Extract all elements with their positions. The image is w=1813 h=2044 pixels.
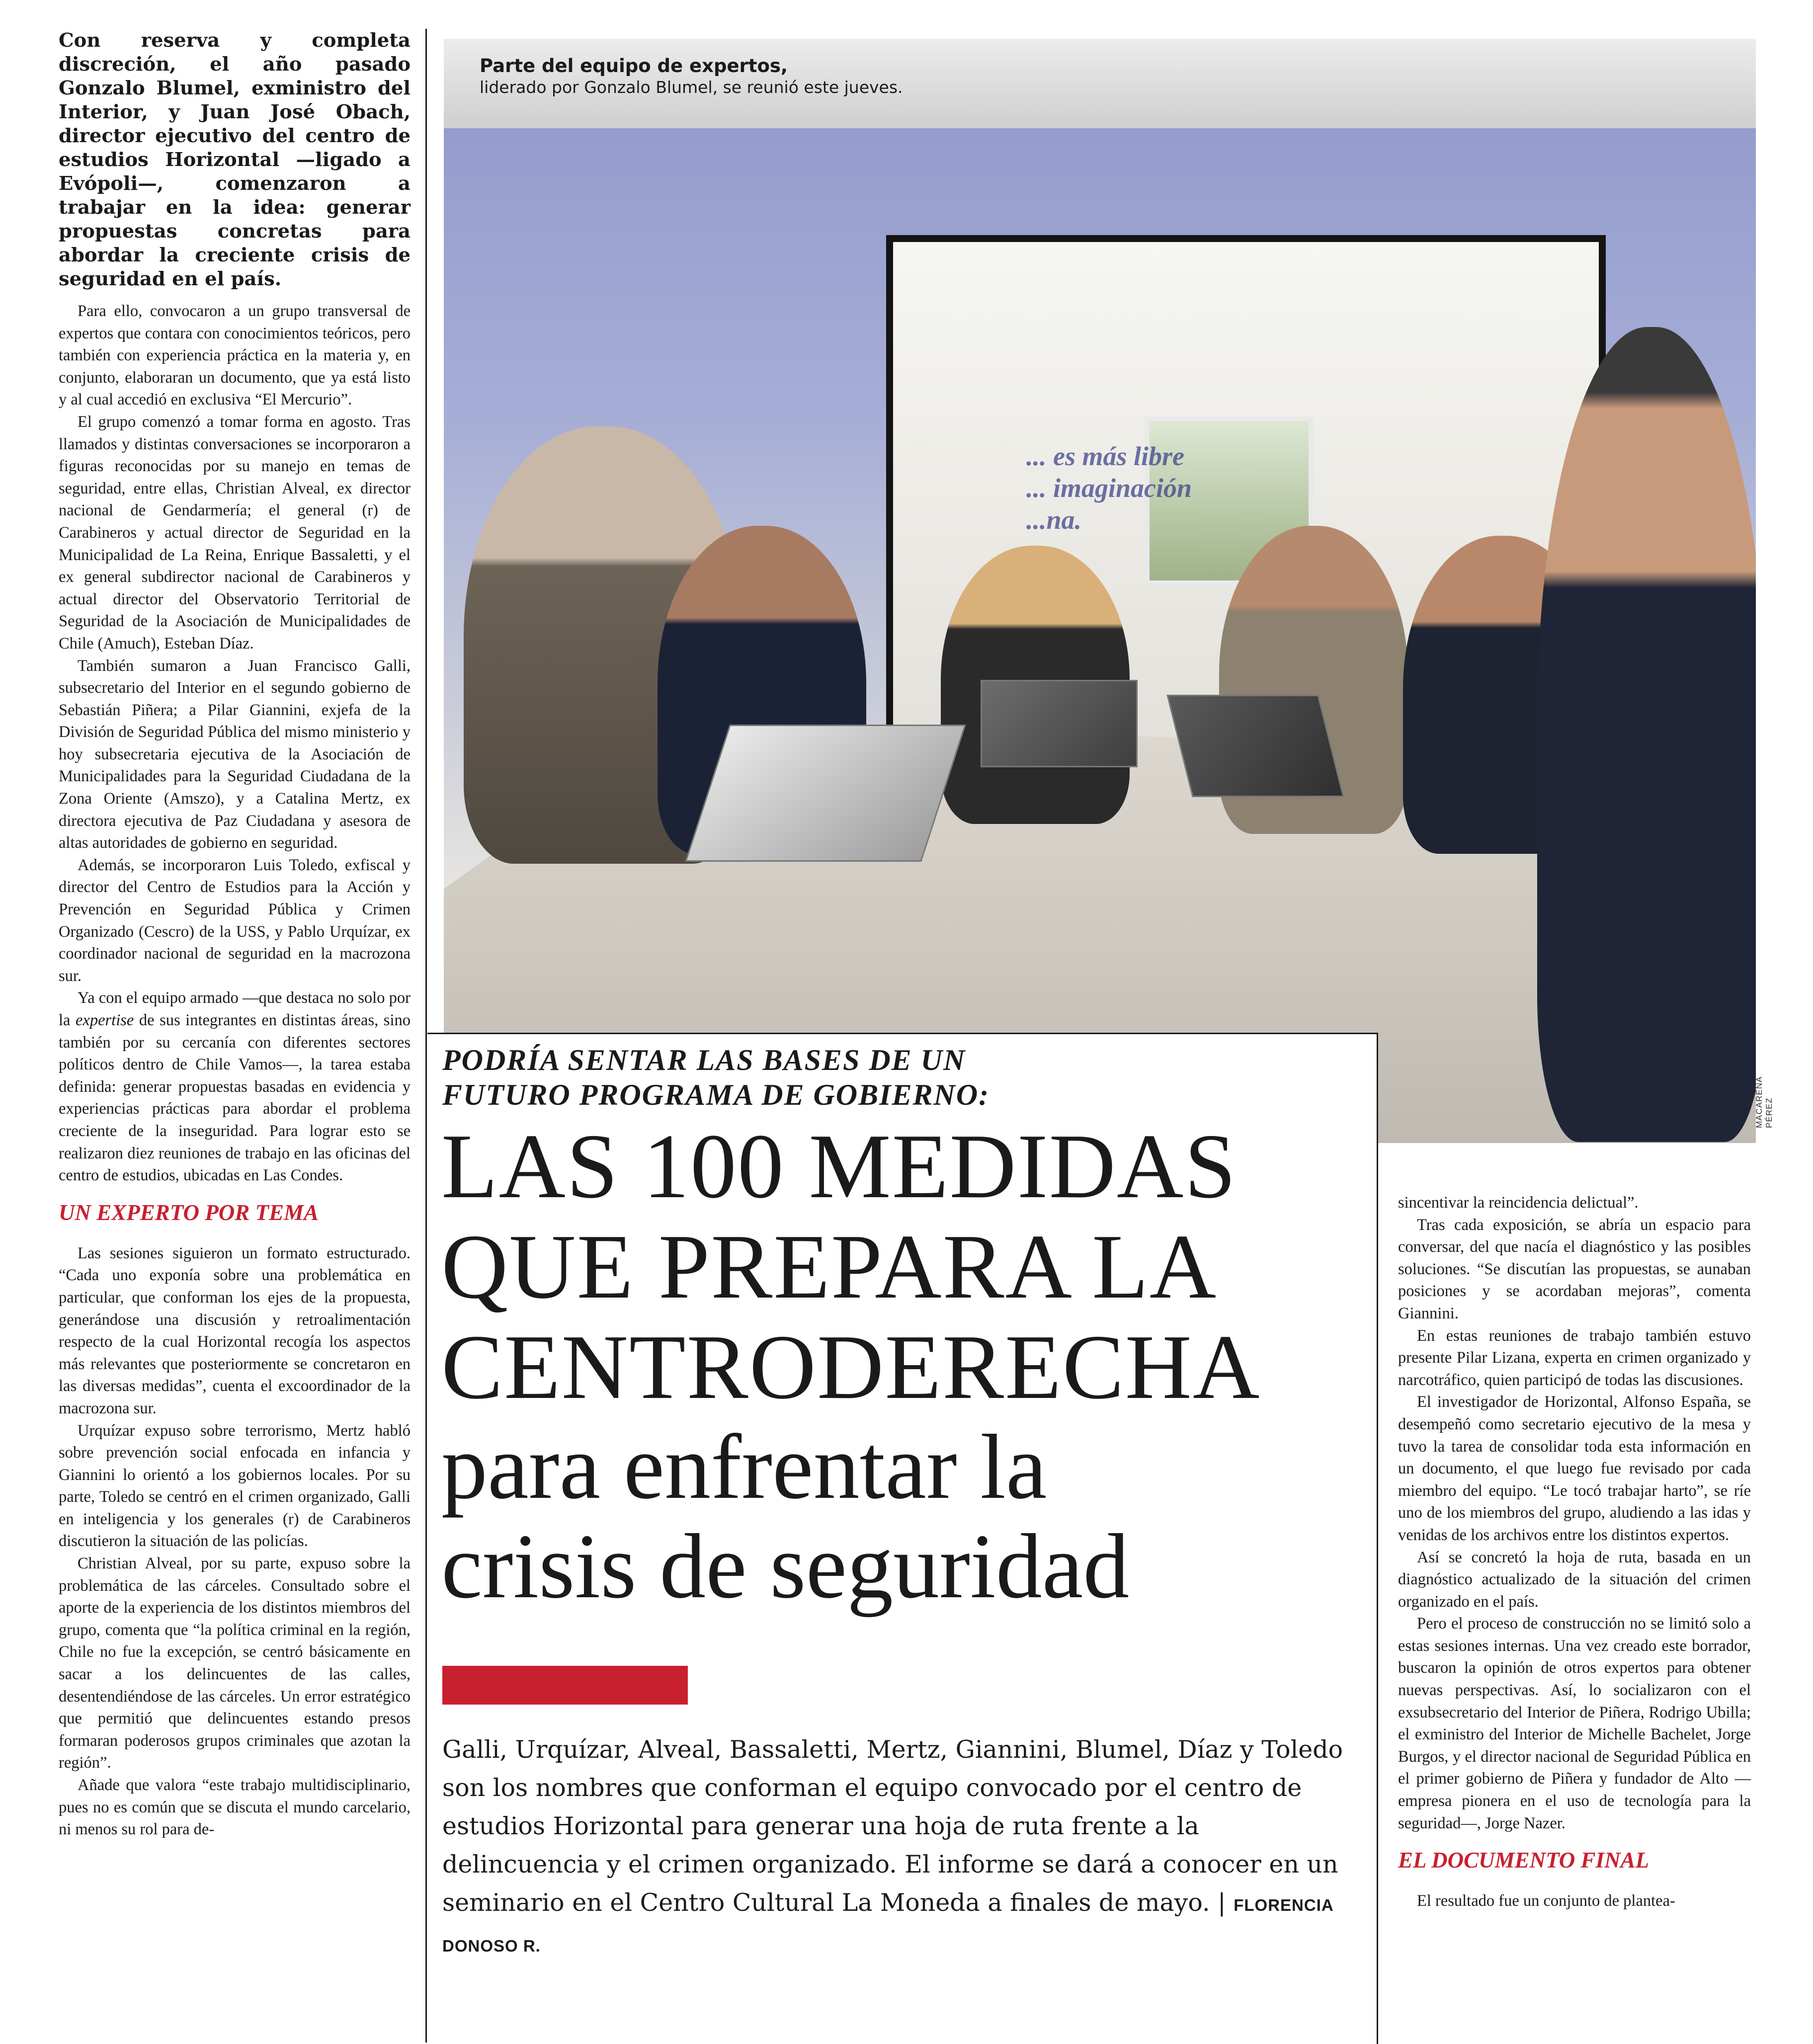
photo-laptop [685,725,966,862]
article-lead: Con reserva y completa discreción, el año pasado Gonzalo Blumel, exministro del Interior, y Juan José Obach, director ejecutivo del centro de estudios Horizontal —ligado a Evópoli—, comenzaron a trabajar en la idea: generar propuestas concretas para abordar la creciente crisis de seguridad en el país. [59,29,411,290]
article-photo [444,39,1756,1143]
right-column [1398,1192,1751,1912]
photo-laptop [1166,695,1344,797]
body-paragraph: Además, se incorporaron Luis Toledo, exfiscal y director del Centro de Estudios para la Acción y Prevención en Seguridad Pública y Crimen Organizado (Cescro) de la USS, y Pablo Urquízar, ex coordinador nacional de seguridad en la macrozona sur. [59,856,411,985]
body-paragraph: Tras cada exposición, se abría un espacio para conversar, del que nacía el diagnóstico y las posibles soluciones. “Se discutían las propuestas, se aunaban posiciones y se acordaban mejoras”, comenta Giannini. [1398,1216,1751,1322]
body-paragraph: Así se concretó la hoja de ruta, basada en un diagnóstico actualizado de la situación del crimen organizado en el país. [1398,1548,1751,1611]
red-accent-bar [442,1666,688,1705]
body-paragraph: También sumaron a Juan Francisco Galli, subsecretario del Interior en el segundo gobierno de Sebastián Piñera; a Pilar Giannini, exjefa de la División de Seguridad Pública del mismo ministerio y hoy subsecretaria ejecutiva de la Asociación de Municipalidades para la Seguridad Ciudadana de la Zona Oriente (Amszo), y a Catalina Mertz, ex directora ejecutiva de Paz Ciudadana y asesora de altas autoridades de gobierno en seguridad. [59,656,411,852]
body-paragraph: El investigador de Horizontal, Alfonso España, se desempeñó como secretario ejecutivo de la mesa y tuvo la tarea de consolidar toda esta información en un documento, el que luego fue revisado por cada miembro del equipo. “Le tocó trabajar harto”, se ríe uno de los miembros del grupo, aludiendo a las idas y venidas de los archivos entre los distintos expertos. [1398,1393,1751,1544]
byline: FLORENCIA DONOSO R. [442,1896,1333,1955]
kicker-line: FUTURO PROGRAMA DE GOBIERNO: [442,1078,990,1111]
body-paragraph: Christian Alveal, por su parte, expuso sobre la problemática de las cárceles. Consultado sobre el aporte de la experiencia de los distintos miembros del grupo, comenta que “la política criminal en la región, Chile no fue la excepción, se centró básicamente en sacar a los delincuentes de las calles, desentendiéndose de las cárceles. Un error estratégico que permitió que delincuentes estando presos formaran poderosos grupos criminales que azotan la región”. [59,1554,411,1772]
headline [441,1116,1386,1616]
body-paragraph: Para ello, convocaron a un grupo transversal de expertos que contara con conocimientos teóricos, pero también con experiencia práctica en la materia y, en conjunto, elaboraran un documento, que ya está listo y al cual accedió en exclusiva “El Mercurio”. [59,302,411,409]
body-paragraph: El resultado fue un conjunto de plantea- [1417,1892,1675,1910]
photo-credit: MACARENA PÉREZ [1754,1076,1774,1128]
deck-separator: | [1218,1888,1226,1917]
headline-line: crisis de seguridad [441,1515,1130,1618]
headline-line: CENTRODERECHA [441,1316,1261,1418]
subheading-un-experto: UN EXPERTO POR TEMA [59,1200,319,1225]
body-paragraph: Pero el proceso de construcción no se limitó solo a estas sesiones internas. Una vez creado este borrador, buscaron la opinión de otros expertos para obtener nuevas perspectivas. Así, lo socializaron con el exsubsecretario del Interior de Piñera, Rodrigo Ubilla; el exministro del Interior de Michelle Bachelet, Jorge Burgos, y el director nacional de Seguridad Pública en el primer gobierno de Piñera y fundador de Alto —empresa pionera en el uso de tecnología para la seguridad—, Jorge Nazer. [1398,1615,1751,1832]
body-paragraph [59,987,411,1186]
wall-lettering [1026,440,1192,536]
body-paragraph: El grupo comenzó a tomar forma en agosto. Tras llamados y distintas conversaciones se incorporaron a figuras reconocidas por su manejo en temas de seguridad, entre ellas, Christian Alveal, ex director nacional de Gendarmería; el general (r) de Carabineros y actual director de Seguridad en la Municipalidad de La Reina, Enrique Bassaletti, y el ex general subdirector nacional de Carabineros y actual director del Observatorio Territorial de Seguridad de la Asociación de Municipalidades de Chile (Amuch), Esteban Díaz. [59,412,411,653]
body-paragraph: En estas reuniones de trabajo también estuvo presente Pilar Lizana, experta en crimen organizado y narcotráfico, quien participó de todas las discusiones. [1398,1326,1751,1389]
wall-line: ... es más libre [1026,441,1184,471]
body-paragraph: Urquízar expuso sobre terrorismo, Mertz habló sobre prevención social enfocada en infancia y Giannini lo orientó a los gobiernos locales. Por su parte, Toledo se centró en el crimen organizado, Galli en inteligencia y los generales (r) de Carabineros discutieron la situación de las policías. [59,1421,411,1551]
caption-bold: Parte del equipo de expertos, [480,55,788,77]
wall-line: ... imaginación [1026,473,1192,503]
deck-text: Galli, Urquízar, Alveal, Bassaletti, Mertz, Giannini, Blumel, Díaz y Toledo son los nombres que conforman el equipo convocado por el centro de estudios Horizontal para generar una hoja de ruta frente a la delincuencia y el crimen organizado. El informe se dará a conocer en un seminario en el Centro Cultural La Moneda a finales de mayo. [442,1735,1343,1917]
article-deck [442,1730,1357,1965]
left-column [59,29,411,1841]
photo-laptop [981,680,1138,767]
column-divider [425,29,427,2043]
body-text-italic: expertise [76,1011,134,1029]
headline-kicker [442,1043,1362,1112]
headline-line: LAS 100 MEDIDAS [441,1115,1237,1218]
body-text: Ya con el equipo armado —que destaca no solo por la [59,989,411,1029]
body-paragraph: Las sesiones siguieron un formato estructurado. “Cada uno exponía sobre una problemática en particular, que conforman los ejes de la propuesta, generándose una discusión y retroalimentación respecto de la cual Horizontal recogía los aspectos más relevantes que posteriormente se concretaron en las diversas medidas”, cuenta el excoordinador de la macrozona sur. [59,1244,411,1417]
body-paragraph: sincentivar la reincidencia delictual”. [1398,1194,1639,1212]
body-paragraph: Añade que valora “este trabajo multidisciplinario, pues no es común que se discuta el mundo carcelario, ni menos su rol para de- [59,1776,411,1839]
headline-line: para enfrentar la [441,1416,1047,1518]
kicker-line: PODRÍA SENTAR LAS BASES DE UN [442,1044,966,1076]
photo-caption [480,56,907,98]
headline-line: QUE PREPARA LA [441,1216,1218,1318]
photo-person [1537,327,1756,1142]
wall-line: ...na. [1026,505,1082,535]
subheading-documento-final: EL DOCUMENTO FINAL [1398,1848,1649,1873]
caption-text: liderado por Gonzalo Blumel, se reunió este jueves. [480,78,903,97]
body-text: de sus integrantes en distintas áreas, sino también por su cercanía con diferentes sectores políticos dentro de Chile Vamos—, la tarea estaba definida: generar propuestas basadas en evidencia y experiencias prácticas para abordar el problema creciente de la inseguridad. Para lograr esto se realizaron diez reuniones de trabajo en las oficinas del centro de estudios, ubicadas en Las Condes. [59,1011,411,1185]
